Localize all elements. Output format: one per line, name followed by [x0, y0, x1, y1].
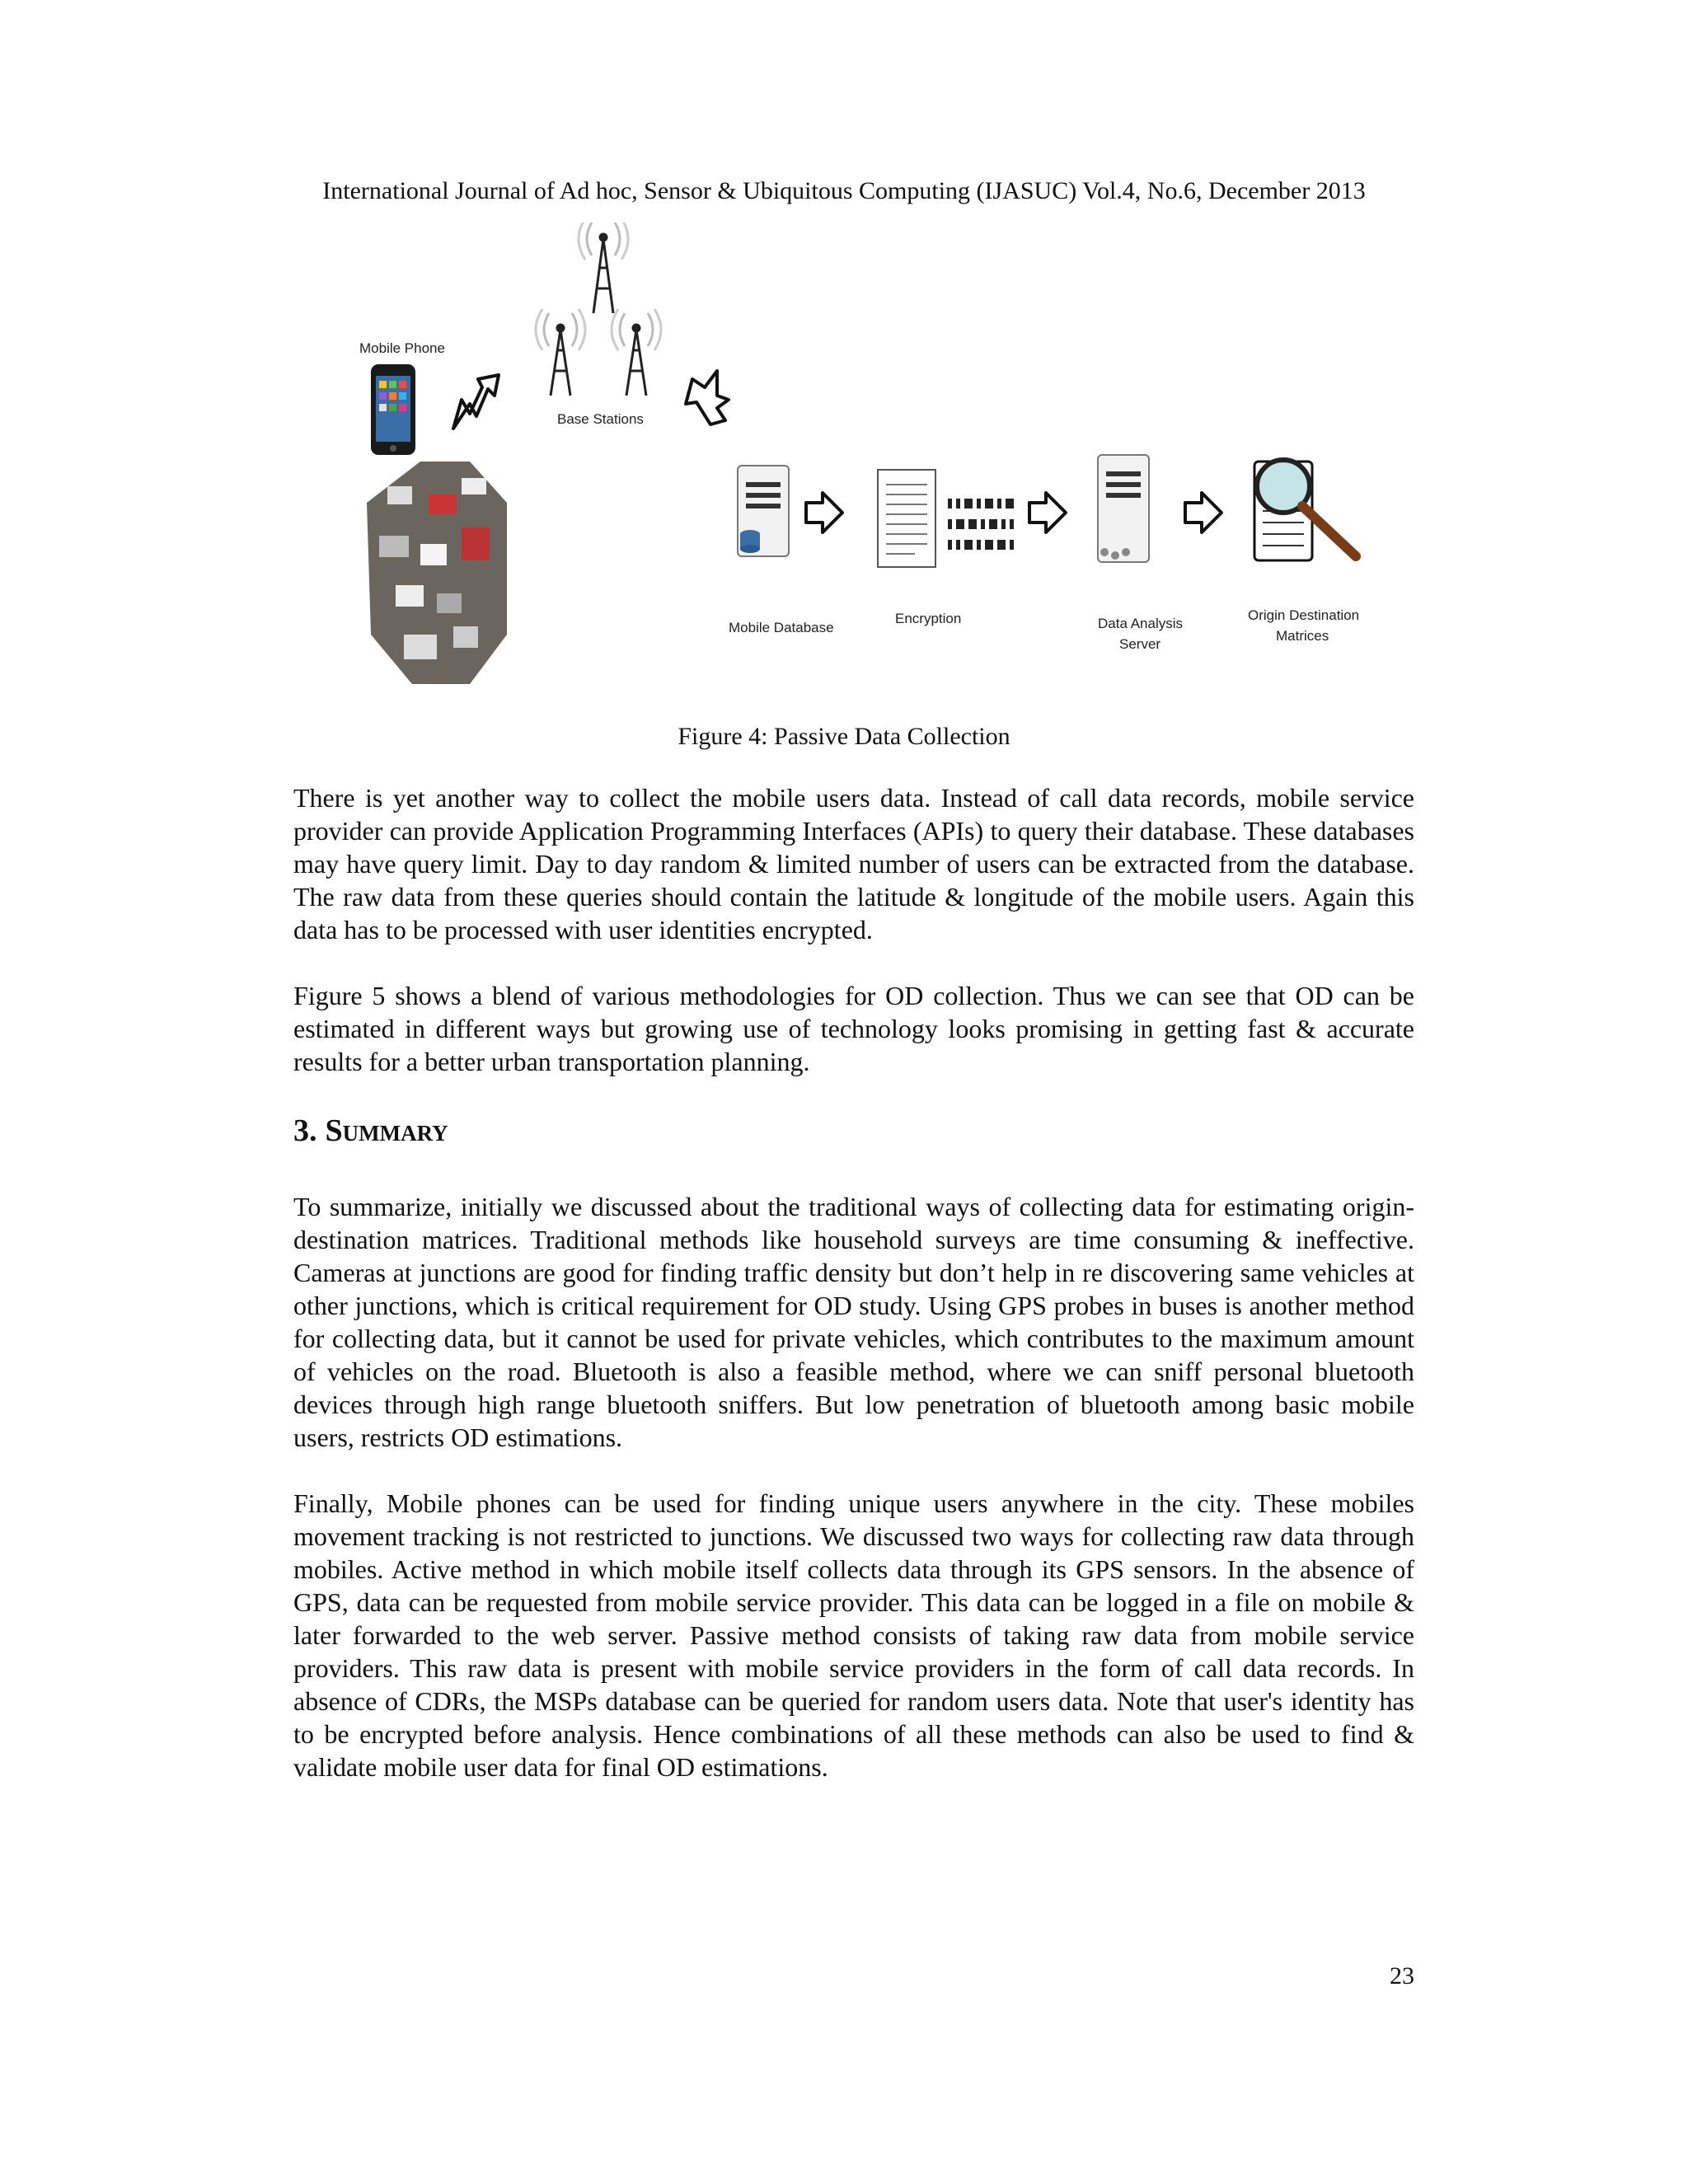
tower-icon-left [536, 309, 585, 396]
od-matrices-label-line1: Origin Destination [1248, 607, 1360, 623]
traffic-photo [367, 462, 507, 684]
mobile-phone-icon [371, 364, 415, 455]
figure-diagram [330, 223, 1368, 725]
section-heading [293, 1113, 448, 1149]
running-header: International Journal of Ad hoc, Sensor & Ubiquitous Computing (IJASUC) Vol.4, No.6, December 2013 [322, 177, 1366, 204]
binary-code-icon [948, 499, 1014, 550]
mobile-database-label: Mobile Database [729, 620, 834, 635]
paragraph-apis: There is yet another way to collect the mobile users data. Instead of call data records, mobile service provider can provide Application Programming Interfaces (APIs) to query their database. These databases may have query limit. Day to day random & limited number of users can be extracted from the database. The raw data from these queries should contain the latitude & longitude of the mobile users. Again this data has to be processed with user identities encrypted. [293, 783, 1414, 944]
document-icon [878, 470, 935, 567]
paragraph-mobile-phones: Finally, Mobile phones can be used for finding unique users anywhere in the city. These mobiles movement tracking is not restricted to junctions. We discussed two ways for collecting raw data through mobiles. Active method in which mobile itself collects data through its GPS sensors. In the absence of GPS, data can be requested from mobile service provider. This data can be logged in a file on mobile & later forwarded to the web server. Passive method consists of taking raw data from mobile service providers. This raw data is present with mobile service providers in the form of call data records. In absence of CDRs, the MSPs database can be queried for random users data. Note that user's identity has to be encrypted before analysis. Hence combinations of all these methods can also be used to find & validate mobile user data for final OD estimations. [293, 1488, 1414, 1782]
tower-icon-top [579, 223, 628, 313]
base-stations-label: Base Stations [557, 411, 644, 427]
lightning-arrow-up-icon [453, 375, 499, 429]
figure-passive-data-collection [330, 223, 1368, 725]
figure-caption: Figure 4: Passive Data Collection [678, 723, 1010, 750]
paragraph-figure5: Figure 5 shows a blend of various methodologies for OD collection. Thus we can see that OD can be estimated in different ways but growing use of technology looks promising in getting fast & accurate results for a better urban transportation planning. [293, 981, 1414, 1076]
data-analysis-label-line1: Data Analysis [1098, 616, 1183, 631]
page-number: 23 [1390, 1962, 1414, 1990]
arrow-right-icon [806, 493, 842, 532]
lightning-arrow-down-icon [686, 371, 729, 424]
section-number: 3. [293, 1113, 317, 1148]
arrow-right-icon [1029, 493, 1066, 532]
paragraph-summary: To summarize, initially we discussed about the traditional ways of collecting data for estimating origin-destination matrices. Traditional methods like household surveys are time consuming & ineffective. Cameras at junctions are good for finding traffic density but don’t help in re discovering same vehicles at other junctions, which is critical requirement for OD study. Using GPS probes in buses is another method for collecting data, but it cannot be used for private vehicles, which contributes to the maximum amount of vehicles on the road. Bluetooth is also a feasible method, where we can sniff personal bluetooth devices through high range bluetooth sniffers. But low penetration of bluetooth among basic mobile users, restricts OD estimations. [293, 1192, 1414, 1452]
arrow-right-icon [1185, 493, 1221, 532]
mobile-phone-label: Mobile Phone [359, 340, 445, 356]
data-analysis-server-icon [1098, 455, 1149, 562]
encryption-label: Encryption [895, 611, 962, 626]
mobile-database-server-icon [738, 466, 789, 556]
od-matrices-label-line2: Matrices [1276, 628, 1329, 644]
tower-icon-right [612, 309, 661, 396]
section-title: Summary [325, 1113, 448, 1148]
data-analysis-label-line2: Server [1119, 636, 1161, 652]
